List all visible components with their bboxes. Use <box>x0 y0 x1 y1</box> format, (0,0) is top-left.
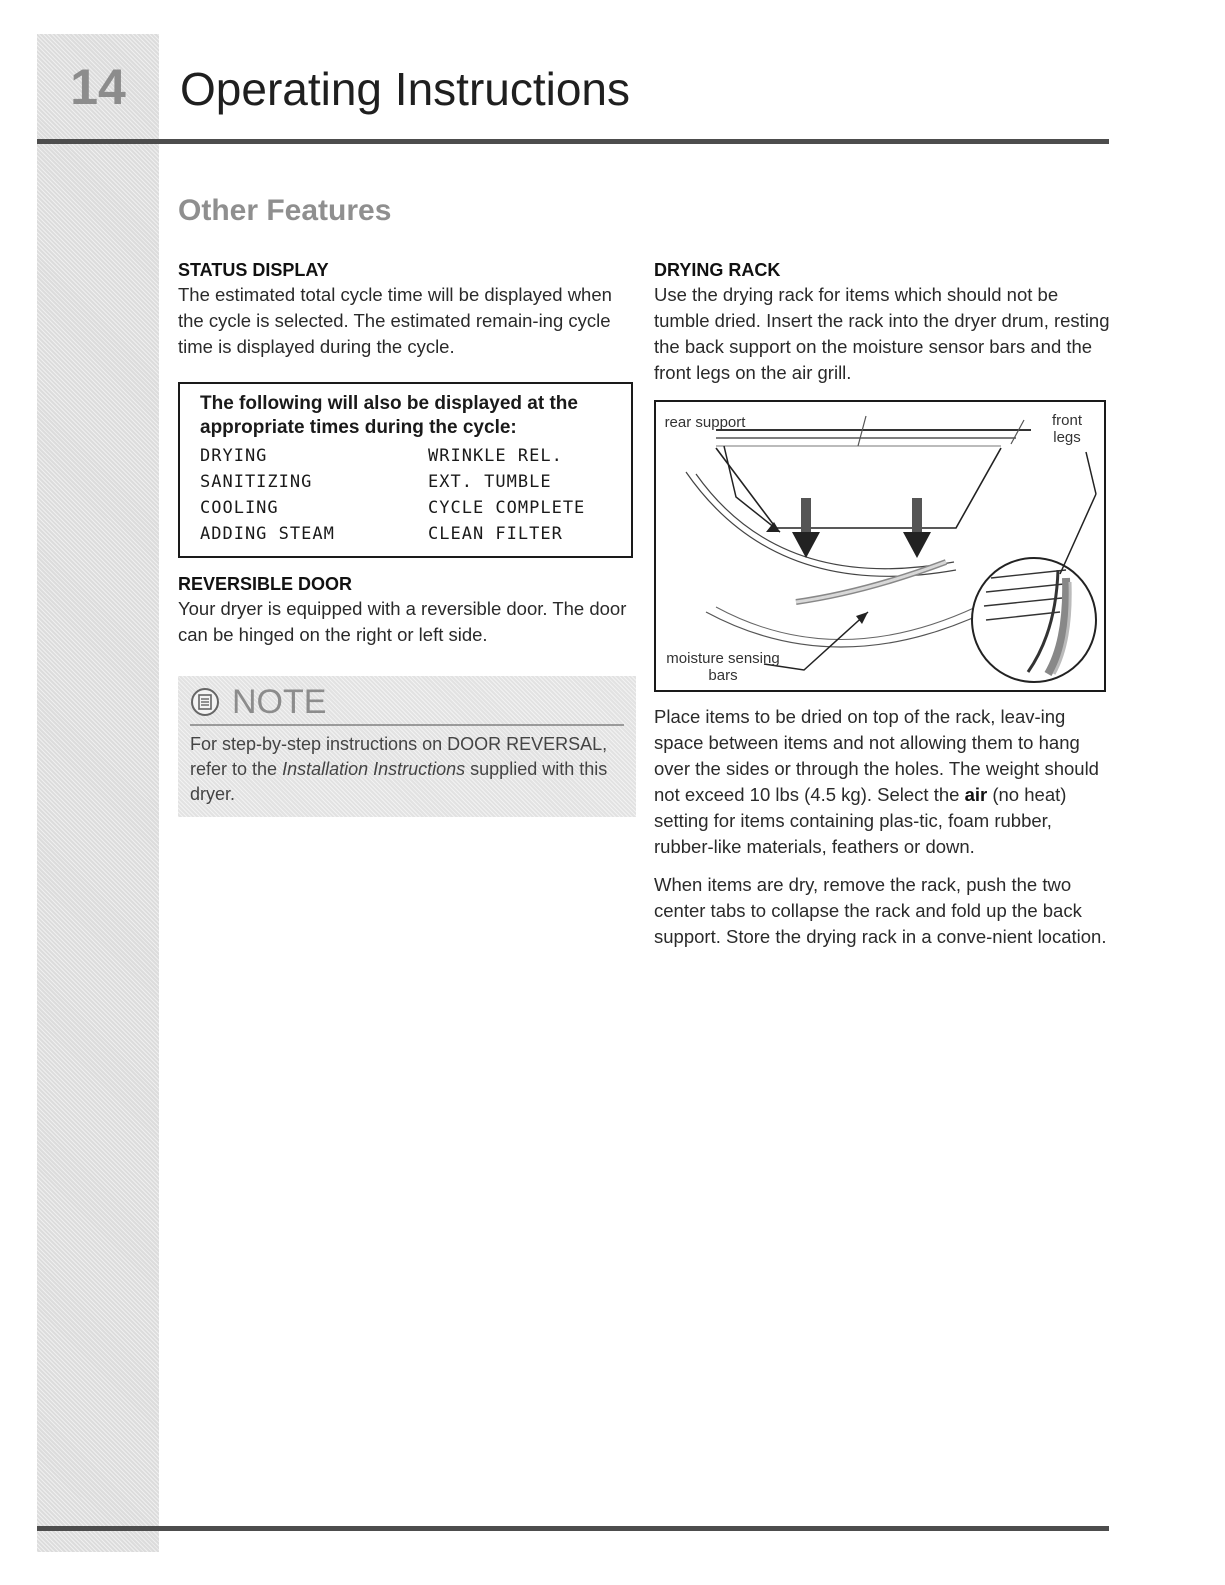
reversible-door-section <box>178 572 633 648</box>
display-messages-grid <box>200 444 619 546</box>
section-title: Other Features <box>178 194 392 227</box>
status-display-text: The estimated total cycle time will be displayed when the cycle is selected. The estimated remain-ing cycle time is displayed during the cycle. <box>178 284 612 357</box>
page-number: 14 <box>70 59 126 115</box>
footer-rule <box>37 1526 1109 1531</box>
note-icon <box>190 687 220 717</box>
drying-rack-section <box>654 258 1110 950</box>
right-column <box>654 258 1110 950</box>
front-legs-label: front legs <box>1051 412 1082 446</box>
display-message: WRINKLE REL. <box>428 446 563 466</box>
display-message: CLEAN FILTER <box>428 524 563 544</box>
drying-rack-text: Use the drying rack for items which should not be tumble dried. Insert the rack into the dryer drum, resting the back support on the moisture sensor bars and the front legs on the air grill. <box>654 284 1110 383</box>
drying-rack-storage-text: When items are dry, remove the rack, push the two center tabs to collapse the rack and fold up the back support. Store the drying rack in a conve-nient location. <box>654 874 1107 947</box>
display-message: CYCLE COMPLETE <box>428 498 586 518</box>
reversible-door-heading: REVERSIBLE DOOR <box>178 574 353 594</box>
display-message: EXT. TUMBLE <box>428 472 552 492</box>
status-display-section <box>178 258 633 558</box>
rear-support-label: rear support <box>664 414 746 431</box>
note-text: For step-by-step instructions on DOOR REVERSAL, refer to the Installation Instructions supplied with this dryer. <box>190 734 608 804</box>
note-box <box>178 676 636 817</box>
note-italic-ref: Installation Instructions <box>282 759 466 779</box>
page-sidebar <box>37 34 159 1552</box>
display-message: SANITIZING <box>200 472 313 492</box>
drying-rack-heading: DRYING RACK <box>654 260 781 280</box>
display-message: ADDING STEAM <box>200 524 335 544</box>
display-messages-intro: The following will also be displayed at the appropriate times during the cycle: <box>200 393 578 438</box>
reversible-door-text: Your dryer is equipped with a reversible door. The door can be hinged on the right or left side. <box>178 598 627 645</box>
display-message: DRYING <box>200 446 268 466</box>
air-setting-term: air <box>964 784 988 805</box>
note-divider <box>190 724 624 726</box>
header-rule <box>37 139 1109 144</box>
note-header <box>190 682 624 722</box>
note-label: NOTE <box>232 683 327 721</box>
drying-rack-illustration <box>656 402 1104 690</box>
drying-rack-figure <box>654 400 1106 692</box>
display-messages-box <box>178 382 633 558</box>
display-message: COOLING <box>200 498 279 518</box>
left-column <box>178 258 633 817</box>
moisture-sensing-bars-label: moisture sensing bars <box>666 650 780 684</box>
drying-rack-placement-text: Place items to be dried on top of the rack, leav-ing space between items and not allowing them to hang over the sides or through the holes. The weight should not exceed 10 lbs (4.5 kg). Select the air (no heat) setting for items containing plas-tic, foam rubber, rubber-like materials, feathers or down. <box>654 706 1099 857</box>
page-title: Operating Instructions <box>180 63 631 115</box>
status-display-heading: STATUS DISPLAY <box>178 260 329 280</box>
